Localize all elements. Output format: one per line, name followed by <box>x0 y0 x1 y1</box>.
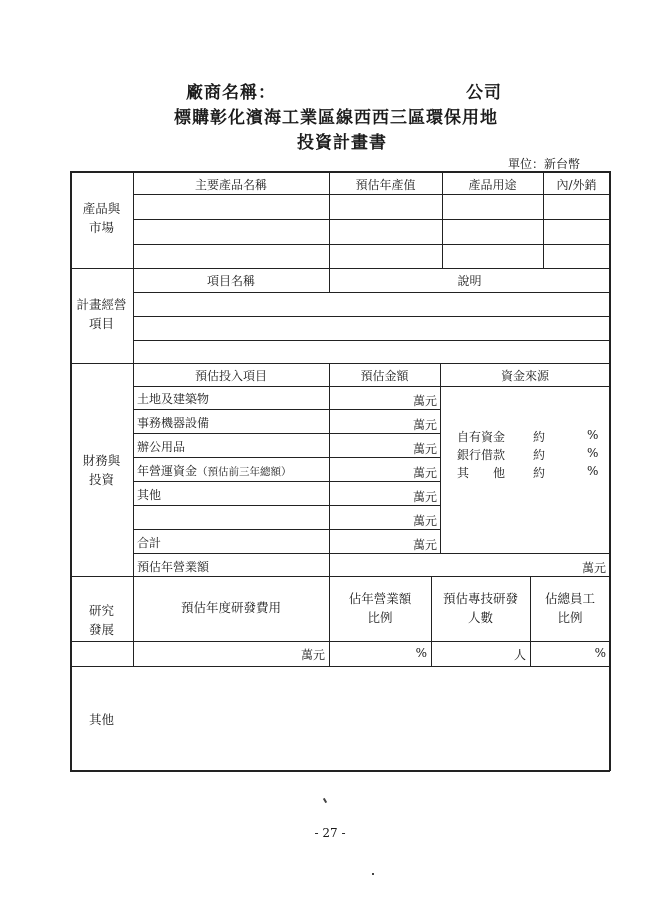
company-suffix: 公司 <box>466 83 502 103</box>
header-staff-ratio: 佔總員工 比例 <box>544 591 595 625</box>
funding-source-name: 其 他 <box>457 466 506 480</box>
business-plan-section-label: 計畫經營 項目 <box>76 297 127 331</box>
investment-item-name: 其他 <box>137 488 162 502</box>
funding-source-own-capital <box>457 428 605 445</box>
header-estimated-annual-output: 預估年產值 <box>355 178 416 192</box>
header-revenue-ratio: 佔年營業額 比例 <box>348 591 412 625</box>
amount-unit: 萬元 <box>412 442 437 456</box>
funding-source-bank-loan <box>457 446 605 463</box>
rnd-cost-unit: 萬元 <box>300 648 325 662</box>
funding-source-approx: 約 <box>533 448 546 462</box>
funding-source-other <box>457 464 605 481</box>
amount-unit: 萬元 <box>412 394 437 408</box>
funding-source-approx: 約 <box>533 430 546 444</box>
funding-source-percent: % <box>587 446 599 460</box>
amount-unit: 萬元 <box>412 538 437 552</box>
amount-unit: 萬元 <box>412 514 437 528</box>
funding-source-name: 自有資金 <box>457 430 506 444</box>
subject-title: 標購彰化濱海工業區線西西三區環保用地 <box>174 108 498 128</box>
header-item-name: 項目名稱 <box>206 274 255 288</box>
currency-unit: 單位：新台幣 <box>508 157 581 171</box>
vendor-name-label: 廠商名稱： <box>186 83 276 103</box>
header-domestic-export: 內/外銷 <box>556 178 597 192</box>
page-number: - 27 - <box>314 826 346 840</box>
rnd-revenue-ratio-unit: % <box>415 646 427 660</box>
funding-source-percent: % <box>587 464 599 478</box>
investment-item-name: 事務機器設備 <box>137 416 210 430</box>
amount-unit: 萬元 <box>412 490 437 504</box>
product-market-section-label: 產品與 市場 <box>82 201 121 235</box>
investment-item-name: 辦公用品 <box>137 440 186 454</box>
amount-unit: 萬元 <box>412 466 437 480</box>
funding-source-name: 銀行借款 <box>457 448 506 462</box>
investment-item-name: 合計 <box>137 536 162 550</box>
scan-speck <box>323 798 327 803</box>
header-rnd-staff-count: 預估專技研發 人數 <box>442 591 518 625</box>
header-product-use: 產品用途 <box>468 178 517 192</box>
header-description: 說明 <box>457 274 482 288</box>
scan-speck <box>372 873 374 875</box>
other-section-label: 其他 <box>88 712 114 727</box>
header-funding-source: 資金來源 <box>500 369 549 383</box>
document-title: 投資計畫書 <box>297 133 387 153</box>
estimated-annual-revenue-label: 預估年營業額 <box>137 560 210 574</box>
funding-source-percent: % <box>587 428 599 442</box>
investment-item-name: 土地及建築物 <box>137 392 210 406</box>
header-main-product-name: 主要產品名稱 <box>194 178 267 192</box>
funding-source-approx: 約 <box>533 466 546 480</box>
investment-item-name-text: 年營運資金 <box>137 464 198 478</box>
header-estimated-amount: 預估金額 <box>360 369 409 383</box>
annual-revenue-unit: 萬元 <box>581 561 606 575</box>
finance-investment-section-label: 財務與 投資 <box>82 453 121 487</box>
amount-unit: 萬元 <box>412 418 437 432</box>
header-estimated-investment-item: 預估投入項目 <box>194 369 267 383</box>
investment-item-name <box>137 462 292 479</box>
rnd-staff-ratio-unit: % <box>594 646 606 660</box>
rnd-section-label: 研究 發展 <box>88 603 114 637</box>
investment-item-note: （預估前三年總額） <box>197 466 292 478</box>
header-estimated-annual-rnd-cost: 預估年度研發費用 <box>180 600 281 615</box>
rnd-staff-count-unit: 人 <box>513 648 526 662</box>
